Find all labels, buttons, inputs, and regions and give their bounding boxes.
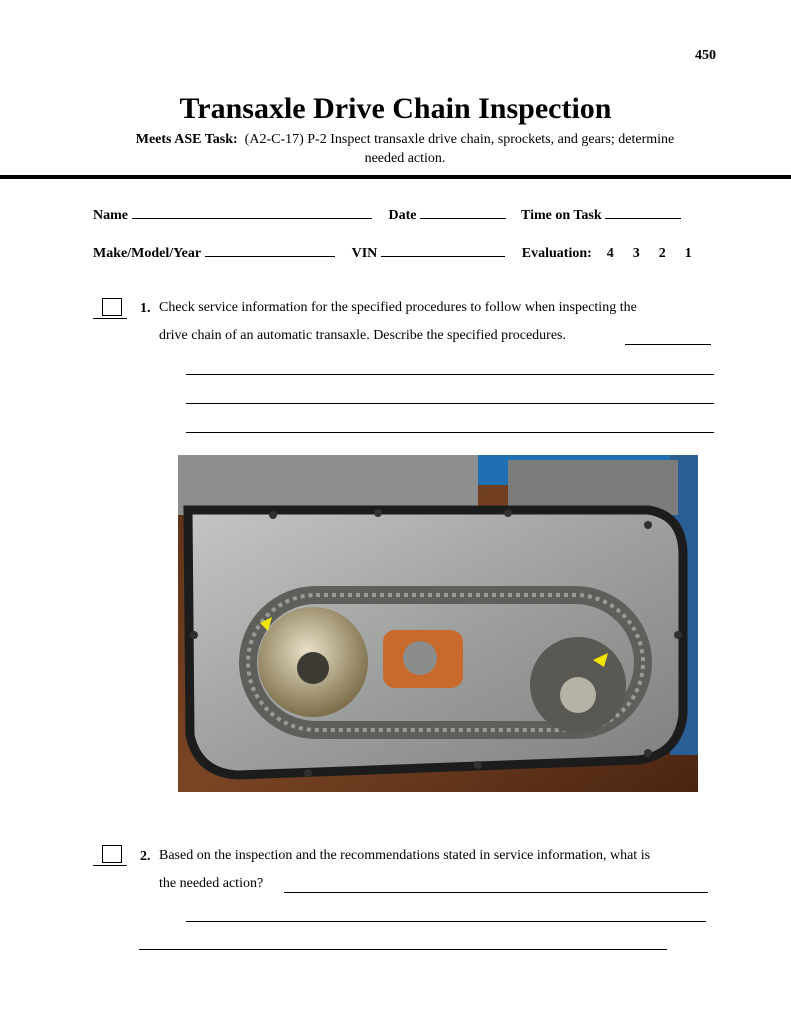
photo-bolt [304, 769, 312, 777]
page-number: 450 [695, 48, 716, 63]
page-title: Transaxle Drive Chain Inspection [179, 92, 612, 125]
transaxle-drive-chain-photo [178, 455, 698, 792]
step-2-line-2: the needed action? [159, 876, 264, 891]
step-1-checkbox-line [93, 298, 127, 319]
header-divider [0, 175, 791, 179]
evaluation-score-1[interactable]: 1 [684, 246, 692, 261]
photo-drive-sprocket-bore [297, 652, 329, 684]
ase-task-line1: (A2-C-17) P-2 Inspect transaxle drive chain, sprockets, and gears; determine [244, 132, 675, 147]
time-on-task-field[interactable] [605, 205, 681, 219]
step-1-answer-line-2[interactable] [186, 403, 714, 404]
evaluation-label: Evaluation: [521, 246, 592, 261]
ase-task-label: Meets ASE Task: [135, 132, 238, 147]
time-on-task-label: Time on Task [521, 208, 602, 223]
step-2-answer-line-1[interactable] [186, 921, 706, 922]
info-row-2 [93, 243, 692, 262]
ase-task [100, 130, 710, 168]
step-1-answer-line-1[interactable] [186, 374, 714, 375]
make-model-year-field[interactable] [205, 243, 335, 257]
photo-bolt [504, 509, 512, 517]
step-1-line-2: drive chain of an automatic transaxle. Describe the specified procedures. [159, 328, 566, 343]
photo-bolt [269, 511, 277, 519]
photo-driven-sprocket-shaft [560, 677, 596, 713]
evaluation-score-4[interactable]: 4 [606, 246, 614, 261]
step-1-number: 1. [140, 301, 151, 316]
step-2-answer-line-2[interactable] [139, 949, 667, 950]
ase-task-line2: needed action. [364, 151, 446, 166]
make-model-year-label: Make/Model/Year [93, 246, 202, 261]
info-row-1 [93, 205, 681, 224]
evaluation-score-2[interactable]: 2 [658, 246, 666, 261]
name-field[interactable] [132, 205, 372, 219]
photo-gasket-opening [403, 641, 437, 675]
step-2-checkbox-line [93, 845, 127, 866]
date-field[interactable] [420, 205, 506, 219]
step-2-line-1: Based on the inspection and the recommendations stated in service information, what is [159, 848, 651, 863]
photo-bolt [644, 521, 652, 529]
step-2-answer-line-0[interactable] [284, 892, 708, 893]
step-2-number: 2. [140, 849, 151, 864]
step-1-line-1: Check service information for the specified procedures to follow when inspecting the [159, 300, 637, 315]
step-1-answer-line-0[interactable] [625, 344, 711, 345]
photo-bolt [374, 509, 382, 517]
name-label: Name [93, 208, 128, 223]
vin-label: VIN [351, 246, 378, 261]
photo-bolt [674, 631, 682, 639]
photo-bolt [474, 761, 482, 769]
step-1-answer-line-3[interactable] [186, 432, 714, 433]
evaluation-score-3[interactable]: 3 [632, 246, 640, 261]
vin-field[interactable] [381, 243, 505, 257]
step-1-checkbox[interactable] [102, 298, 122, 316]
photo-bolt [644, 749, 652, 757]
date-label: Date [388, 208, 417, 223]
step-2-checkbox[interactable] [102, 845, 122, 863]
photo-bolt [190, 631, 198, 639]
